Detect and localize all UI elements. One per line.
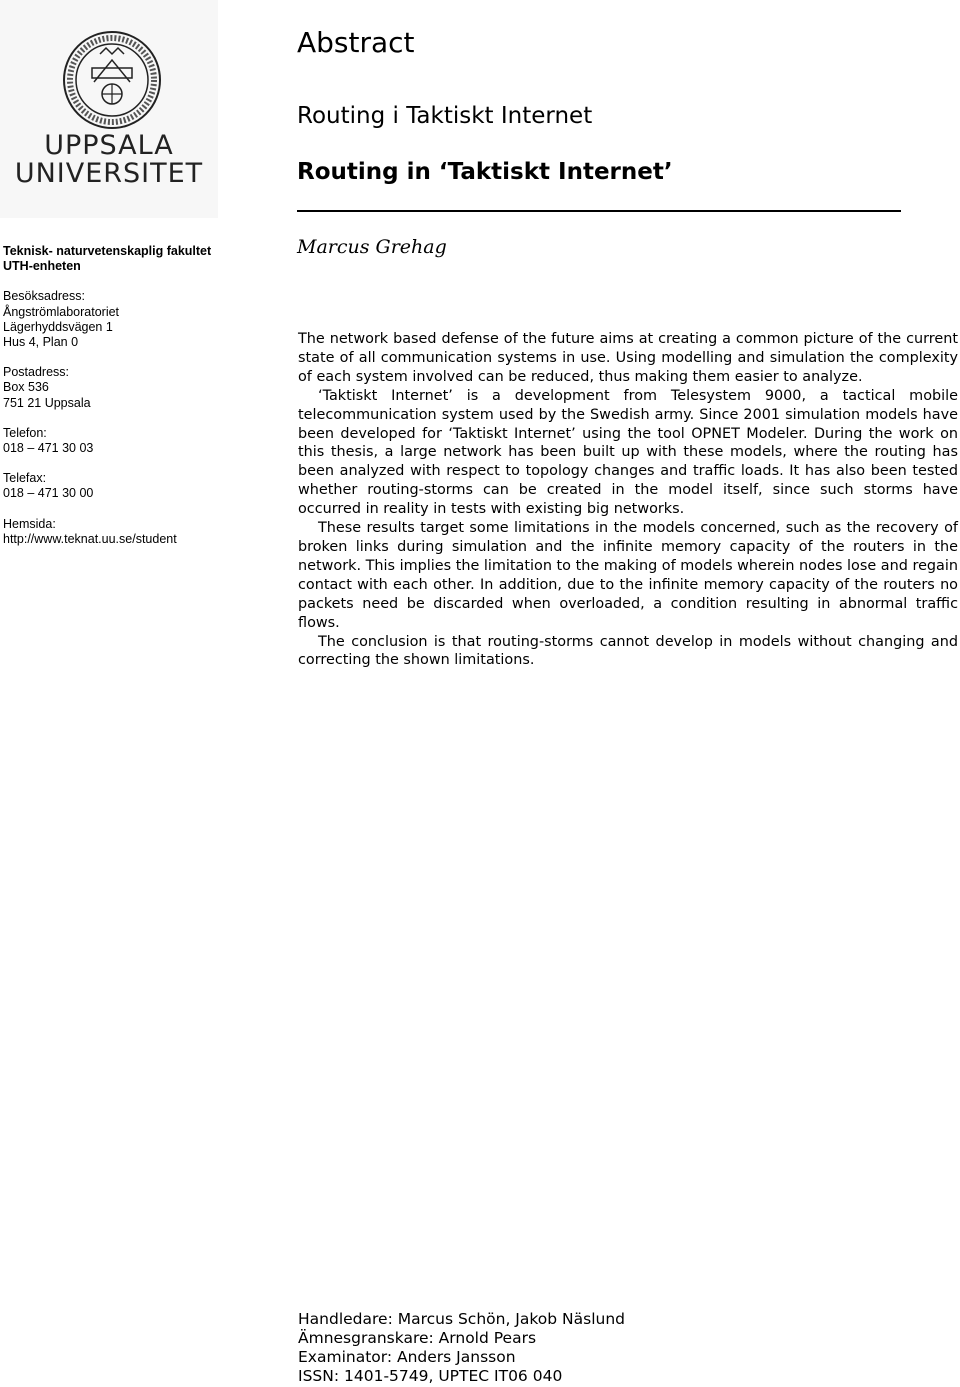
reviewer-line: Ämnesgranskare: Arnold Pears: [298, 1329, 537, 1347]
website-info: [3, 517, 253, 547]
postal-address-label: Postadress:: [3, 365, 70, 380]
postal-address: [3, 365, 253, 411]
abstract-body: [298, 330, 958, 670]
abstract-paragraph: These results target some limitations in the models concerned, such as the recovery of broken links during simulation and the infinite memory capacity of the routers in the network. This implies the limitation to the making of models wherein nodes lose and regain contact with each other. In addition, due to the infinite memory capacity of the routers no packets need be discarded when overloaded, a condition resulting in abnormal traffic flows.: [298, 520, 958, 631]
thesis-title-english: Routing in ‘Taktiskt Internet’: [297, 159, 673, 185]
examiner-line: Examinator: Anders Jansson: [298, 1348, 516, 1366]
contact-sidebar: [3, 244, 253, 547]
faculty-name: Teknisk- naturvetenskaplig fakultet: [3, 244, 212, 258]
supervisor-line: Handledare: Marcus Schön, Jakob Näslund: [298, 1310, 626, 1328]
thesis-credits: [298, 1310, 625, 1386]
phone-label: Telefon:: [3, 425, 47, 440]
website-url: http://www.teknat.uu.se/student: [3, 531, 177, 546]
fax-info: [3, 471, 253, 501]
visit-address-line: Hus 4, Plan 0: [3, 335, 79, 350]
abstract-paragraph: The network based defense of the future aims at creating a common picture of the current state of all communication systems in use. Using modelling and simulation the complexity of each system involved can be reduced, thus making them easier to analyze.: [298, 331, 958, 385]
abstract-paragraph: The conclusion is that routing-storms cannot develop in models without changing and correcting the shown limitations.: [298, 633, 958, 669]
page-title: Abstract: [297, 26, 415, 59]
title-divider: [297, 210, 901, 212]
fax-label: Telefax:: [3, 471, 47, 486]
abstract-paragraph: ‘Taktiskt Internet’ is a development from Telesystem 9000, a tactical mobile telecommunication system used by the Swedish army. Since 2001 simulation models have been developed for ‘Taktiskt Internet’ using the tool OPNET Modeler. During the work on this thesis, a large network has been built up with these models, where the routing has been analyzed with respect to topology changes and traffic loads. It has also been tested whether routing-storms can be created in the model itself, since such storms have occurred in reality in tests with existing big networks.: [298, 387, 958, 518]
logo-text-line1: UPPSALA: [44, 130, 174, 161]
visit-address-line: Ångströmlaboratoriet: [3, 304, 120, 319]
unit-name: UTH-enheten: [3, 259, 81, 274]
website-label: Hemsida:: [3, 516, 56, 531]
logo-text-line2: UNIVERSITET: [14, 158, 204, 189]
fax-number: 018 – 471 30 00: [3, 486, 94, 501]
university-seal-icon: [62, 30, 162, 130]
visit-address-line: Lägerhyddsvägen 1: [3, 319, 113, 334]
postal-address-line: Box 536: [3, 380, 49, 395]
issn-line: ISSN: 1401-5749, UPTEC IT06 040: [298, 1367, 563, 1385]
phone-number: 018 – 471 30 03: [3, 441, 94, 456]
phone-info: [3, 426, 253, 456]
visit-address-label: Besöksadress:: [3, 289, 85, 304]
thesis-title-swedish: Routing i Taktiskt Internet: [297, 103, 593, 129]
author-name: Marcus Grehag: [297, 236, 447, 258]
visit-address: [3, 289, 253, 350]
university-logo: [0, 0, 218, 218]
postal-address-line: 751 21 Uppsala: [3, 395, 91, 410]
